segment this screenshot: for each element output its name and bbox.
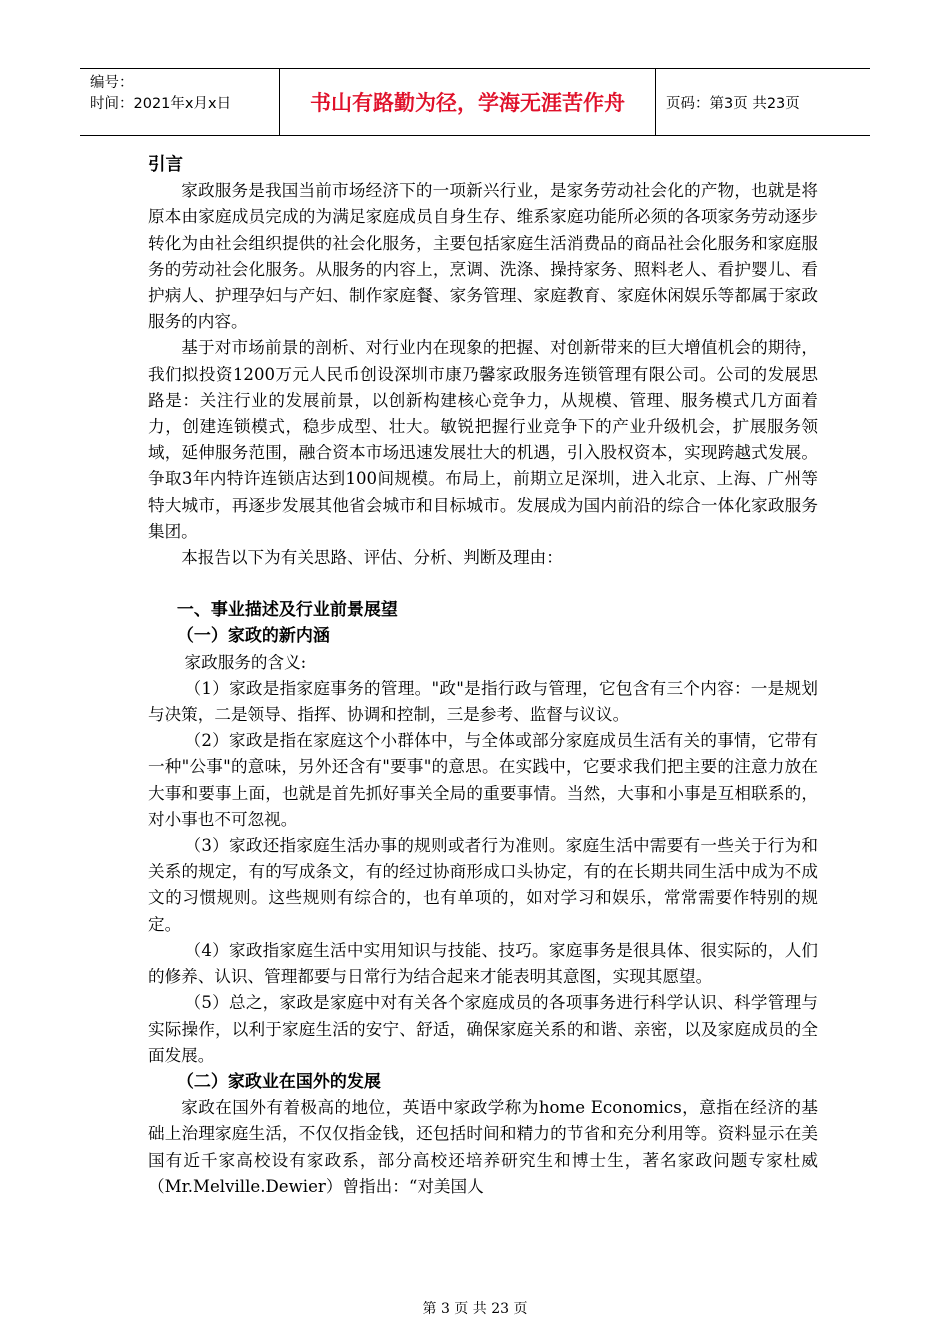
header-meta [80, 69, 280, 135]
abroad-paragraph: 家政在国外有着极高的地位，英语中家政学称为home Economics，意指在经济的基础上治理家庭生活，不仅仅指金钱，还包括时间和精力的节省和充分利用等。资料显示在美国有近千家高校设有家政系，部分高校还培养研究生和博士生，著名家政问题专家杜威（Mr.Melville.Dewier）曾指出：“对美国人 [148, 1098, 818, 1196]
document-body [148, 152, 818, 1200]
section-1-heading: 一、事业描述及行业前景展望 [176, 600, 398, 621]
intro-paragraph-3: 本报告以下为有关思路、评估、分析、判断及理由： [181, 548, 563, 568]
definition-item-5: （5）总之，家政是家庭中对有关各个家庭成员的各项事务进行科学认识、科学管理与实际操作，以利于家庭生活的安宁、舒适，确保家庭关系的和谐、亲密，以及家庭成员的全面发展。 [148, 993, 818, 1065]
definition-lead: 家政服务的含义: [184, 652, 307, 672]
intro-paragraph-2: 基于对市场前景的剖析、对行业内在现象的把握、对创新带来的巨大增值机会的期待，我们拟投资1200万元人民币创设深圳市康乃馨家政服务连锁管理有限公司。公司的发展思路是：关注行业的发展前景，以创新构建核心竞争力，从规模、管理、服务模式几方面着力，创建连锁模式，稳步成型、壮大。敏锐把握行业竞争下的产业升级机会，扩展服务领域，延伸服务范围，融合资本市场迅速发展壮大的机遇，引入股权资本，实现跨越式发展。争取3年内特许连锁店达到100间规模。布局上，前期立足深圳，进入北京、上海、广州等特大城市，再逐步发展其他省会城市和目标城市。发展成为国内前沿的综合一体化家政服务集团。 [148, 338, 818, 541]
definition-item-2: （2）家政是指在家庭这个小群体中，与全体或部分家庭成员生活有关的事情，它带有一种"公事"的意味，另外还含有"要事"的意思。在实践中，它要求我们把主要的注意力放在大事和要事上面，也就是首先抓好事关全局的重要事情。当然，大事和小事是互相联系的，对小事也不可忽视。 [148, 731, 818, 829]
header-page-info: 页码：第3页 共23页 [666, 95, 800, 112]
number-label: 编号： [90, 75, 134, 91]
subsection-1-heading: （一）家政的新内涵 [176, 626, 330, 647]
intro-title: 引言 [148, 155, 183, 175]
header-motto: 书山有路勤为径，学海无涯苦作舟 [280, 69, 656, 135]
page-header [80, 68, 870, 136]
subsection-2-heading: （二）家政业在国外的发展 [176, 1071, 381, 1092]
definition-item-1: （1）家政是指家庭事务的管理。"政"是指行政与管理，它包含有三个内容：一是规划与决策，二是领导、指挥、协调和控制，三是参考、监督与议议。 [148, 678, 818, 725]
page-footer: 第 3 页 共 23 页 [422, 1301, 528, 1317]
time-label: 时间：2021年x月x日 [90, 96, 232, 112]
definition-item-3: （3）家政还指家庭生活办事的规则或者行为准则。家庭生活中需要有一些关于行为和关系的规定，有的写成条文，有的经过协商形成口头协定，有的在长期共同生活中成为不成文的习惯规则。这些规则有综合的，也有单项的，如对学习和娱乐，常常需要作特别的规定。 [148, 836, 818, 934]
intro-paragraph-1: 家政服务是我国当前市场经济下的一项新兴行业，是家务劳动社会化的产物，也就是将原本由家庭成员完成的为满足家庭成员自身生存、维系家庭功能所必须的各项家务劳动逐步转化为由社会组织提供的社会化服务，主要包括家庭生活消费品的商品社会化服务和家庭服务的劳动社会化服务。从服务的内容上，烹调、洗涤、操持家务、照料老人、看护婴儿、看护病人、护理孕妇与产妇、制作家庭餐、家务管理、家庭教育、家庭休闲娱乐等都属于家政服务的内容。 [148, 181, 818, 332]
definition-item-4: （4）家政指家庭生活中实用知识与技能、技巧。家庭事务是很具体、很实际的，人们的修养、认识、管理都要与日常行为结合起来才能表明其意图，实现其愿望。 [148, 940, 818, 987]
